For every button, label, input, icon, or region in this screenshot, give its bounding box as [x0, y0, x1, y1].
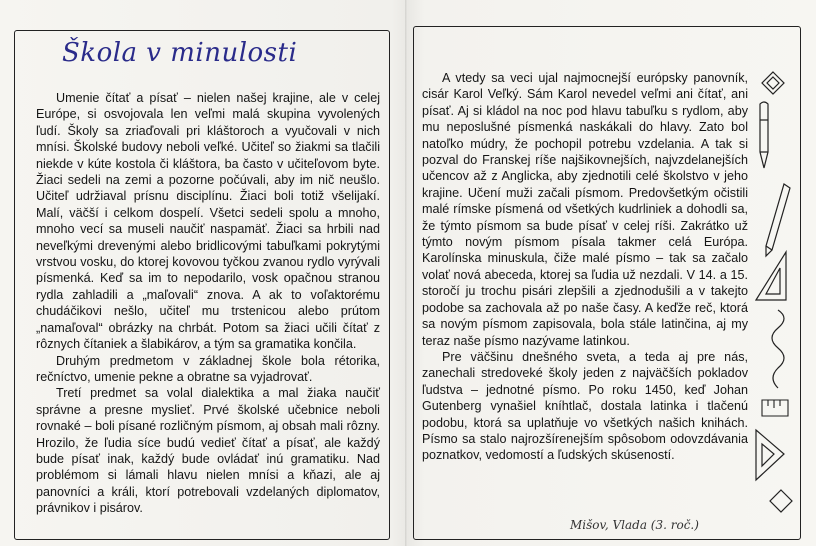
paragraph-5: Pre väčšinu dnešného sveta, a teda aj pre nás, zanechali stredoveké školy jeden z najväčších pokladov ľudstva – jednotné písmo. Po roku 1450, keď Johan Gutenberg vynašiel kníhtlač, dostala latinka i tlačenú podobu, ktorá sa uplatňuje vo všetkých našich knihách. Písmo sa stalo najrozšírenejším spôsobom odovzdávania poznatkov, vedomostí a ľudských skúseností. — [422, 349, 748, 463]
triangle-ruler-doodle-2 — [752, 424, 788, 484]
page-title: Škola v minulosti — [62, 38, 298, 68]
signature: Mišov, Vlada (3. roč.) — [570, 518, 699, 532]
left-column — [36, 90, 380, 517]
paragraph-4: A vtedy sa veci ujal najmocnejší európsky panovník, cisár Karol Veľký. Sám Karol nevedel veľmi ani čítať, ani písať. Aj si kládol na noc pod hlavu tabuľku s rydlom, aby mu neposlušné písmenká naskákali do hlavy. Zato bol natoľko múdry, že pochopil potrebu vzdelania. A tak si pozval do Franskej ríše najšikovnejších, najvzdelanejších učencov až z Anglicka, aby zjednotili celé školstvo v jeho krajine. Učení muži začali písmom. Predovšetkým očistili malé rímske písmená od všetkých kudrliniek a dohodli sa, že týmto písmom sa bude písať v celej ríši. Zakrátko už týmto novým písmom písala takmer celá Európa. Karolínska minuskula, čiže malé písmo – tak sa začalo volať nová abeceda, ktorej sa ľudia už nezdali. V 14. a 15. storočí ju trochu pisári zlepšili a zjednodušili a v takejto podobe sa zachovala až po naše časy. A keďže reč, ktorá sa novým písmom zapisovala, bola stále latinčina, aj my teraz naše písmo nazývame latinkou. — [422, 71, 748, 348]
ruler-doodle — [760, 396, 790, 420]
curl-doodle — [764, 306, 792, 392]
diamond-doodle — [760, 70, 786, 96]
paragraph-2: Druhým predmetom v základnej škole bola rétorika, rečníctvo, umenie pekne a obratne sa vyjadrovať. — [36, 353, 380, 384]
paragraph-1: Umenie čítať a písať – nielen našej krajine, ale v celej Európe, si osvojovala len veľmi malá skupina vyvolených ľudí. Školy sa zriaďovali pri kláštoroch a vyučovali v nich mnísi. Školské budovy neboli veľké. Učiteľ so žiakmi sa tlačili niekde v kúte kostola či kláštora, ba často v učiteľovom byte. Žiaci sedeli na zemi a pozorne počúvali, aby im nič neušlo. Učiteľ udržiaval prísnu disciplínu. Žiaci boli totiž všelijakí. Malí, väčší i celkom dospelí. Všetci sedeli spolu a mnoho, mnoho vecí sa museli naučiť naspamäť. Žiaci sa hrbili nad neveľkými drevenými alebo bridlicovými tabuľkami pokrytými vrstvou vosku, do ktorej kovovou tyčkou zvanou rydlo vyrývali písmenká. Keď sa im to nepodarilo, vosk opačnou stranou rydla zahladili a „maľovali“ znova. A ak to voľaktorému chudáčikovi nešlo, učiteľ mu trstenicou alebo prútom „namaľoval“ obrázky na chrbát. Potom sa žiaci učili čítať z rôznych čítaniek a šlabikárov, a tým sa gramatika končila. — [36, 91, 380, 352]
triangle-ruler-doodle — [752, 248, 792, 304]
right-column — [422, 70, 748, 464]
page-fold — [405, 0, 407, 546]
pen-doodle — [752, 100, 776, 172]
diamond-doodle-2 — [768, 488, 794, 514]
paragraph-3: Tretí predmet sa volal dialektika a mal žiaka naučiť správne a presne myslieť. Prvé školské učebnice neboli rovnaké – boli písané rozličným písmom, aj obsah mali rôzny. Hrozilo, že ľudia síce budú vedieť čítať a písať, ale každý bude písať inak, každý bude ovládať inú gramatiku. Nad problémom si lámali hlavu nielen mnísi a kňazi, ale aj panovníci a králi, ktorí potrebovali vzdelaných diplomatov, právnikov i pisárov. — [36, 386, 380, 516]
